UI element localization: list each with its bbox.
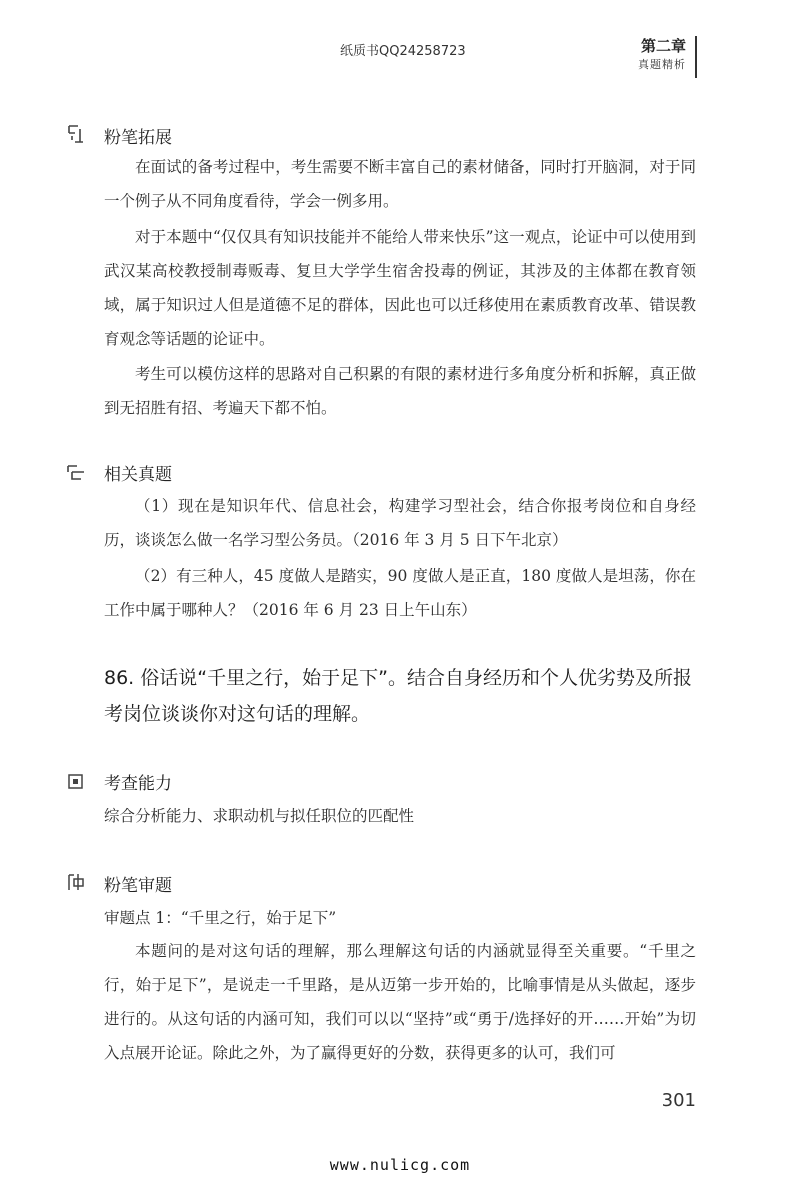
extension-paragraph-3: 考生可以模仿这样的思路对自己积累的有限的素材进行多角度分析和拆解，真正做到无招胜有招、考遍天下都不怕。 — [104, 365, 696, 417]
ability-icon — [66, 771, 86, 791]
review-icon — [66, 872, 86, 892]
review-paragraph-1: 本题问的是对这句话的理解，那么理解这句话的内涵就显得至关重要。“千里之行，始于足下”，是说走一千里路，是从迈第一步开始的，比喻事情是从头做起，逐步进行的。从这句话的内涵可知，我们可以以“坚持”或“勇于/选择好的开……开始”为切入点展开论证。除此之外，为了赢得更好的分数，获得更多的认可，我们可 — [104, 942, 696, 1062]
question-86: 86. 俗话说“千里之行，始于足下”。结合自身经历和个人优劣势及所报考岗位谈谈你对这句话的理解。 — [104, 667, 692, 725]
running-header: 纸质书QQ24258723 — [340, 44, 466, 59]
extension-paragraph-1: 在面试的备考过程中，考生需要不断丰富自己的素材储备，同时打开脑洞，对于同一个例子从不同角度看待，学会一例多用。 — [104, 158, 696, 210]
review-point-1: 审题点 1：“千里之行，始于足下” — [104, 909, 337, 927]
related-icon — [66, 462, 86, 482]
ability-title: 考查能力 — [104, 774, 172, 794]
chapter-header — [626, 36, 686, 74]
watermark: www.nulicg.com — [329, 1156, 471, 1174]
related-question-2: （2）有三种人，45 度做人是踏实，90 度做人是正直，180 度做人是坦荡，你在工作中属于哪种人？（2016 年 6 月 23 日上午山东） — [104, 567, 696, 619]
review-title: 粉笔审题 — [104, 876, 172, 896]
extension-title: 粉笔拓展 — [104, 128, 172, 148]
header-rule — [695, 36, 697, 78]
extension-paragraph-2: 对于本题中“仅仅具有知识技能并不能给人带来快乐”这一观点，论证中可以使用到武汉某高校教授制毒贩毒、复旦大学学生宿舍投毒的例证，其涉及的主体都在教育领域，属于知识过人但是道德不足的群体，因此也可以迁移使用在素质教育改革、错误教育观念等话题的论证中。 — [104, 228, 696, 348]
related-question-1: （1）现在是知识年代、信息社会，构建学习型社会，结合你报考岗位和自身经历，谈谈怎么做一名学习型公务员。（2016 年 3 月 5 日下午北京） — [104, 497, 696, 549]
chapter-title: 第二章 — [640, 37, 686, 55]
related-title: 相关真题 — [104, 465, 172, 485]
chapter-subtitle: 真题精析 — [638, 58, 686, 71]
extension-icon — [66, 124, 86, 144]
ability-text: 综合分析能力、求职动机与拟任职位的匹配性 — [104, 807, 415, 825]
page-number: 301 — [661, 1090, 696, 1111]
